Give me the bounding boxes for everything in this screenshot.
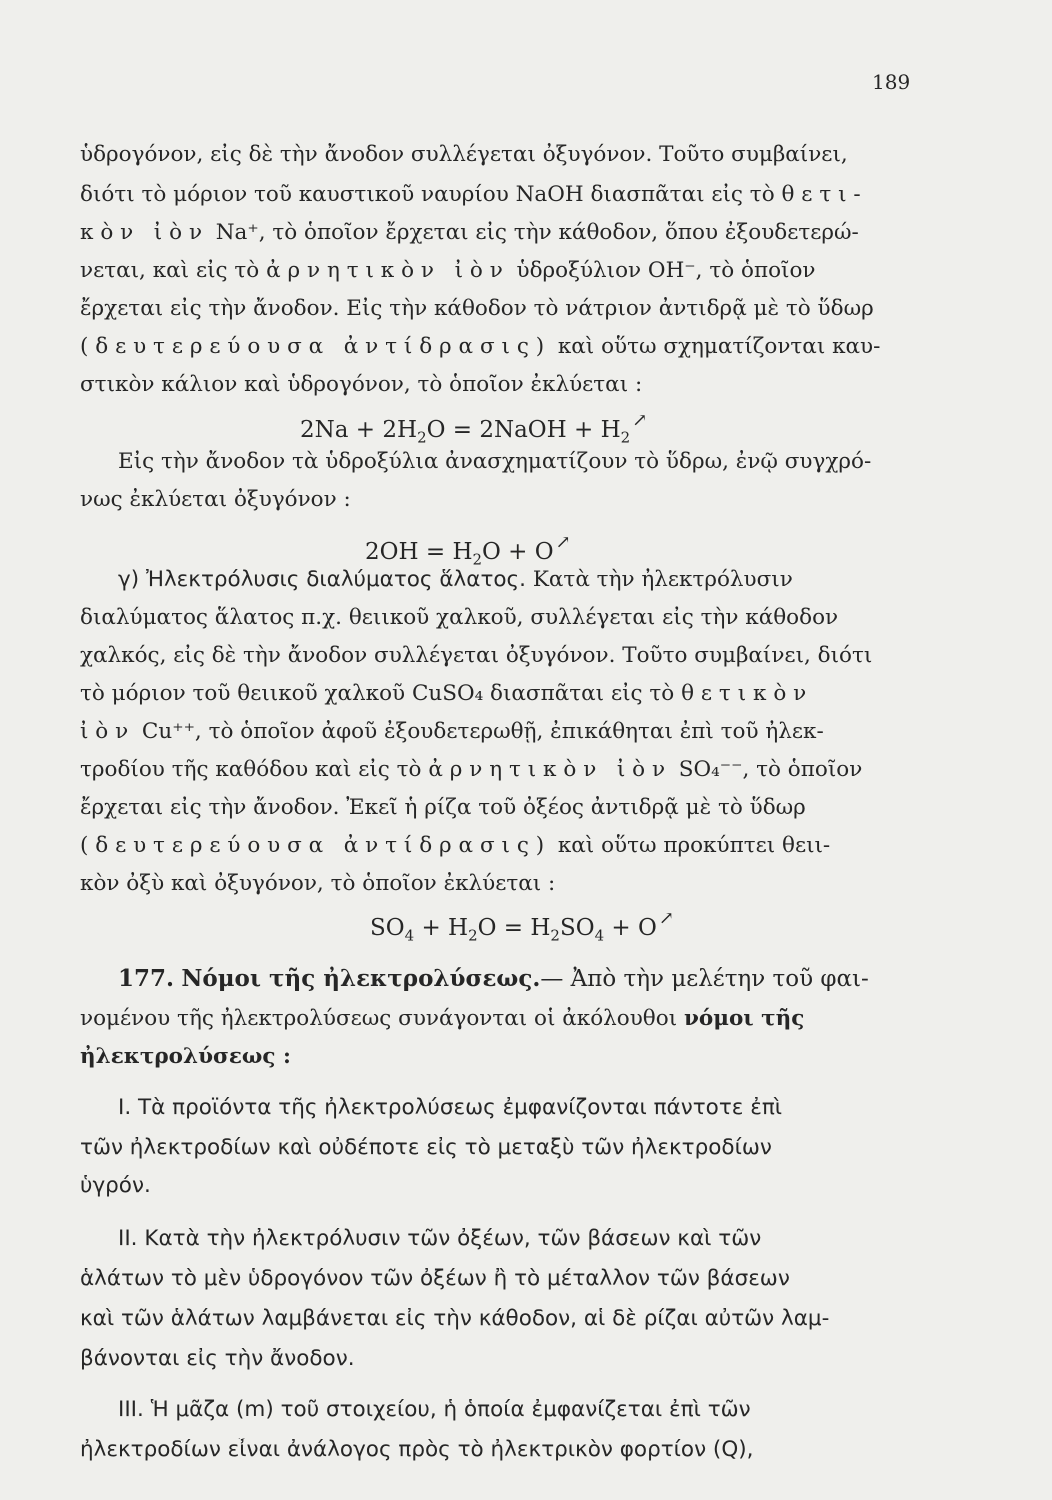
law-line: βάνονται εἰς τὴν ἄνοδον. [80,1347,355,1371]
text-line: ἔρχεται εἰς τὴν ἄνοδον. Ἐκεῖ ἡ ρίζα τοῦ ὀξέος ἀντιδρᾷ μὲ τὸ ὕδωρ [80,796,806,820]
section-number: 177. [118,965,175,992]
text-line: τροδίου τῆς καθόδου καὶ εἰς τὸ ἀρνητικὸν ἰὸν SO₄⁻⁻, τὸ ὁποῖον [80,758,863,782]
text-line: νως ἐκλύεται ὀξυγόνον : [80,488,351,512]
section-intro: — Ἀπὸ τὴν μελέτην τοῦ φαι- [540,966,869,992]
law-line: ΙΙΙ. Ἡ μᾶζα (m) τοῦ στοιχείου, ἡ ὁποία ἐμφανίζεται ἐπὶ τῶν [118,1398,751,1422]
equation-hydroxide: $2OH = H_2O + O$ ↗ [365,532,571,569]
text-line: ἠλεκτρολύσεως : [80,1045,291,1069]
law-line: τῶν ἠλεκτροδίων καὶ οὐδέποτε εἰς τὸ μεταξὺ τῶν ἠλεκτροδίων [80,1136,772,1160]
text-line: γ) Ἠλεκτρόλυσις διαλύματος ἅλατος. Κατὰ τὴν ἠλεκτρόλυσιν [118,568,793,592]
text-line: τὸ μόριον τοῦ θειικοῦ χαλκοῦ CuSO₄ διασπᾶται εἰς τὸ θετικὸν [80,682,814,706]
law-line: ἠλεκτροδίων εἶναι ἀνάλογος πρὸς τὸ ἠλεκτρικὸν φορτίον (Q), [80,1438,754,1462]
law-line: καὶ τῶν ἁλάτων λαμβάνεται εἰς τὴν κάθοδον, αἱ δὲ ρίζαι αὐτῶν λαμ- [80,1307,830,1331]
law-line: ὑγρόν. [80,1174,151,1198]
arrow-up-icon: ↗ [555,532,571,553]
section-title: Νόμοι τῆς ἠλεκτρολύσεως. [181,965,541,992]
equation-sulfate: $SO_4 + H_2O = H_2SO_4 + O$ ↗ [370,908,674,945]
subsection-heading: γ) Ἠλεκτρόλυσις διαλύματος ἅλατος. [118,568,527,592]
text-line: νομένου τῆς ἠλεκτρολύσεως συνάγονται οἱ ἀκόλουθοι νόμοι τῆς [80,1007,805,1031]
text-line: χαλκός, εἰς δὲ τὴν ἄνοδον συλλέγεται ὀξυγόνον. Τοῦτο συμβαίνει, διότι [80,644,873,668]
text-line: Εἰς τὴν ἄνοδον τὰ ὑδροξύλια ἀνασχηματίζουν τὸ ὕδρω, ἐνῷ συγχρό- [118,450,872,474]
text-line: στικὸν κάλιον καὶ ὑδρογόνον, τὸ ὁποῖον ἐκλύεται : [80,373,643,397]
equation-sodium-water: $2Na + 2H_2O$ = 2NaOH + $H_2^↗$ [300,410,648,447]
arrow-up-icon: ↗ [658,908,674,929]
law-line: Ι. Τὰ προϊόντα τῆς ἠλεκτρολύσεως ἐμφανίζονται πάντοτε ἐπὶ [118,1096,783,1120]
text-line: (δευτερεύουσα ἀντίδρασις) καὶ οὕτω σχηματίζονται καυ- [80,335,881,359]
arrow-up-icon: ↗ [632,410,648,431]
law-line: ΙΙ. Κατὰ τὴν ἠλεκτρόλυσιν τῶν ὀξέων, τῶν βάσεων καὶ τῶν [118,1227,762,1251]
text-line: κὸν ὀξὺ καὶ ὀξυγόνον, τὸ ὁποῖον ἐκλύεται : [80,872,556,896]
page-number: 189 [872,70,911,94]
section-heading [118,965,869,992]
text-line: νεται, καὶ εἰς τὸ ἀρνητικὸν ἰὸν ὑδροξύλιον OH⁻, τὸ ὁποῖον [80,259,816,283]
text-line: (δευτερεύουσα ἀντίδρασις) καὶ οὕτω προκύπτει θειι- [80,834,831,858]
law-line: ἁλάτων τὸ μὲν ὑδρογόνον τῶν ὀξέων ἢ τὸ μέταλλον τῶν βάσεων [80,1267,790,1291]
text-line: διαλύματος ἅλατος π.χ. θειικοῦ χαλκοῦ, συλλέγεται εἰς τὴν κάθοδον [80,606,839,630]
text-line: ἰὸν Cu⁺⁺, τὸ ὁποῖον ἀφοῦ ἐξουδετερωθῇ, ἐπικάθηται ἐπὶ τοῦ ἠλεκ- [80,720,824,744]
text-line: ἔρχεται εἰς τὴν ἄνοδον. Εἰς τὴν κάθοδον τὸ νάτριον ἀντιδρᾷ μὲ τὸ ὕδωρ [80,297,874,321]
text-line: διότι τὸ μόριον τοῦ καυστικοῦ ναυρίου NaOH διασπᾶται εἰς τὸ θετι- [80,183,868,207]
text-line: ὑδρογόνον, εἰς δὲ τὴν ἄνοδον συλλέγεται ὀξυγόνον. Τοῦτο συμβαίνει, [80,143,848,167]
text-line: κὸν ἰὸν Na⁺, τὸ ὁποῖον ἔρχεται εἰς τὴν κάθοδον, ὅπου ἐξουδετερώ- [80,221,859,245]
